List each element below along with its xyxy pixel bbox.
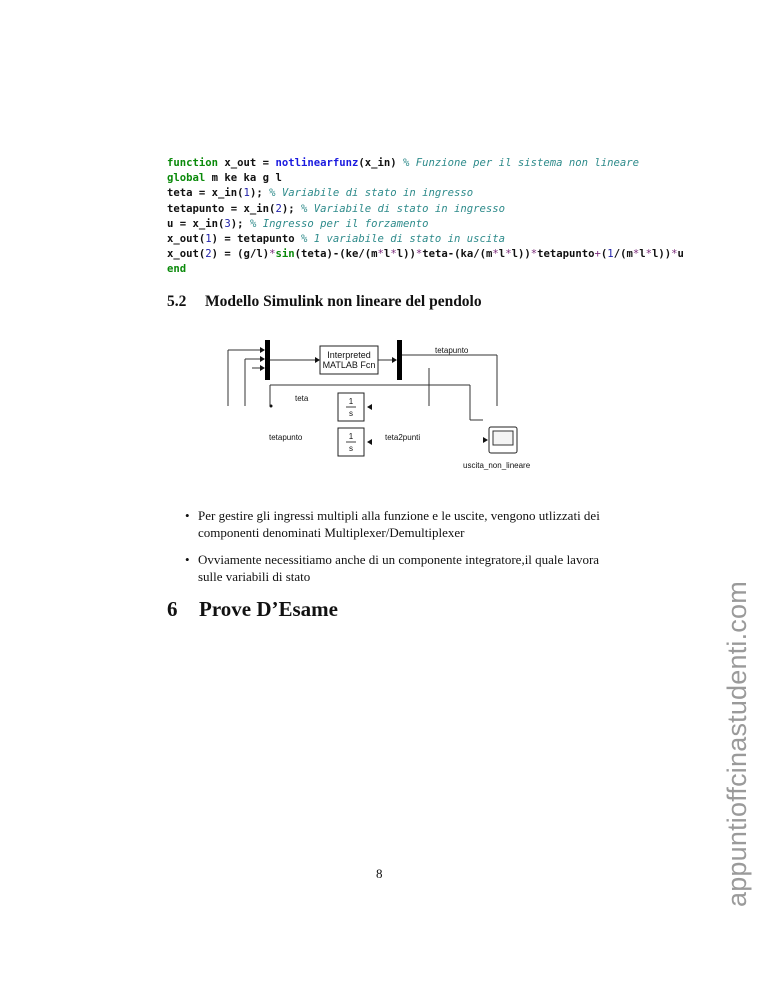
- integrator-2-num: 1: [348, 432, 354, 441]
- label-scope: uscita_non_lineare: [463, 461, 531, 470]
- code-token: (x_in): [358, 157, 404, 169]
- integrator-1-input-arrow: [367, 404, 372, 410]
- code-token: sin: [275, 248, 295, 261]
- chapter-number: 6: [167, 597, 178, 621]
- code-token: *: [632, 248, 640, 261]
- code-token: notlinearfunz: [275, 157, 359, 169]
- code-token: /(m: [613, 248, 633, 261]
- page-number: 8: [376, 866, 383, 881]
- bullet-text: Ovviamente necessitiamo anche di un componente integratore,il quale lavora sulle variabili di stato: [198, 552, 600, 584]
- matlab-code-listing: [167, 156, 684, 278]
- code-token: 1: [243, 187, 250, 200]
- label-teta: teta: [295, 394, 309, 403]
- bullet-list: [185, 508, 605, 596]
- code-token: ) = tetapunto: [211, 232, 301, 245]
- code-token: global: [167, 172, 206, 185]
- code-token: end: [167, 263, 187, 276]
- code-line: [167, 217, 684, 232]
- code-token: l: [639, 248, 646, 261]
- code-token: teta-(ka/(m: [422, 248, 493, 261]
- bullet-item: [185, 552, 605, 585]
- code-token: l)): [511, 248, 531, 261]
- code-token: x_out(: [167, 248, 206, 261]
- code-token: *: [269, 248, 276, 261]
- simulink-diagram: [225, 330, 545, 480]
- code-token: *: [415, 248, 423, 261]
- section-heading: [167, 293, 482, 311]
- code-token: tetapunto = x_in(: [167, 202, 276, 215]
- label-tetapunto-top: tetapunto: [435, 346, 469, 355]
- code-token: % Variabile di stato in ingresso: [269, 187, 474, 200]
- chapter-heading: [167, 597, 338, 622]
- integrator-1-num: 1: [348, 397, 354, 406]
- bullet-text: Per gestire gli ingressi multipli alla funzione e le uscite, vengono utlizzati dei componenti denominati Multiplexer/Demultiplexer: [198, 508, 600, 540]
- code-token: 3: [224, 217, 231, 230]
- code-token: *: [492, 248, 499, 261]
- mux-input-arrow-1: [260, 347, 265, 353]
- code-token: % Variabile di stato in ingresso: [300, 202, 506, 215]
- chapter-title: Prove D’Esame: [199, 597, 338, 621]
- code-line: [167, 262, 684, 277]
- integrator-2-den: s: [349, 444, 353, 453]
- code-token: function: [167, 157, 219, 169]
- code-token: 1: [607, 248, 614, 261]
- code-token: *: [377, 248, 384, 261]
- watermark-text: appuntioffcinastudenti.com: [722, 581, 752, 907]
- fcn-input-arrow: [315, 357, 320, 363]
- code-line: [167, 232, 684, 247]
- code-token: +: [594, 248, 601, 261]
- code-token: x_out(: [167, 232, 206, 245]
- code-line: [167, 156, 684, 171]
- code-token: *: [505, 248, 512, 261]
- code-token: 1: [205, 232, 212, 245]
- code-token: ) = (g/l): [211, 248, 270, 261]
- code-token: % Ingresso per il forzamento: [249, 217, 429, 230]
- scope-input-arrow: [483, 437, 488, 443]
- integrator-1-den: s: [349, 409, 353, 418]
- code-token: (teta)-(ke/(m: [294, 248, 378, 261]
- code-token: l: [498, 248, 506, 261]
- code-token: % 1 variabile di stato in uscita: [300, 232, 506, 245]
- label-tetapunto: tetapunto: [269, 433, 303, 442]
- code-token: );: [249, 187, 270, 200]
- code-token: l)): [652, 248, 672, 261]
- bullet-dot: •: [185, 552, 190, 567]
- code-token: x_out =: [218, 157, 276, 169]
- code-token: *: [390, 248, 397, 261]
- code-token: *: [645, 248, 652, 261]
- scope-screen: [493, 431, 513, 445]
- code-token: l: [383, 248, 391, 261]
- code-token: tetapunto: [537, 248, 595, 261]
- code-token: (: [600, 248, 608, 261]
- code-token: *: [530, 248, 538, 261]
- code-token: u = x_in(: [167, 217, 225, 230]
- label-teta2punti: teta2punti: [385, 433, 421, 442]
- mux-block: [265, 340, 270, 380]
- code-token: );: [281, 202, 301, 215]
- mux-input-arrow-3: [260, 365, 265, 371]
- section-number: 5.2: [167, 293, 187, 310]
- code-token: 2: [205, 248, 212, 261]
- mux-input-arrow-2: [260, 356, 265, 362]
- code-token: 2: [275, 202, 282, 215]
- bullet-item: [185, 508, 605, 541]
- demux-block: [397, 340, 402, 380]
- integrator-2-input-arrow: [367, 439, 372, 445]
- code-token: *: [671, 248, 678, 261]
- section-title-text: Modello Simulink non lineare del pendolo: [205, 293, 482, 310]
- fcn-label-line2: MATLAB Fcn: [322, 360, 376, 370]
- code-line: [167, 202, 684, 217]
- code-token: );: [230, 217, 250, 230]
- fcn-label-line1: Interpreted: [327, 350, 371, 360]
- bullet-dot: •: [185, 508, 190, 523]
- branch-dot: [270, 405, 273, 408]
- code-token: m ke ka g l: [205, 172, 282, 185]
- code-line: [167, 171, 684, 186]
- code-token: u: [677, 248, 684, 261]
- demux-input-arrow: [392, 357, 397, 363]
- code-token: l)): [396, 248, 416, 261]
- code-line: [167, 247, 684, 262]
- code-line: [167, 186, 684, 201]
- code-token: % Funzione per il sistema non lineare: [403, 157, 640, 169]
- code-token: teta = x_in(: [167, 187, 244, 200]
